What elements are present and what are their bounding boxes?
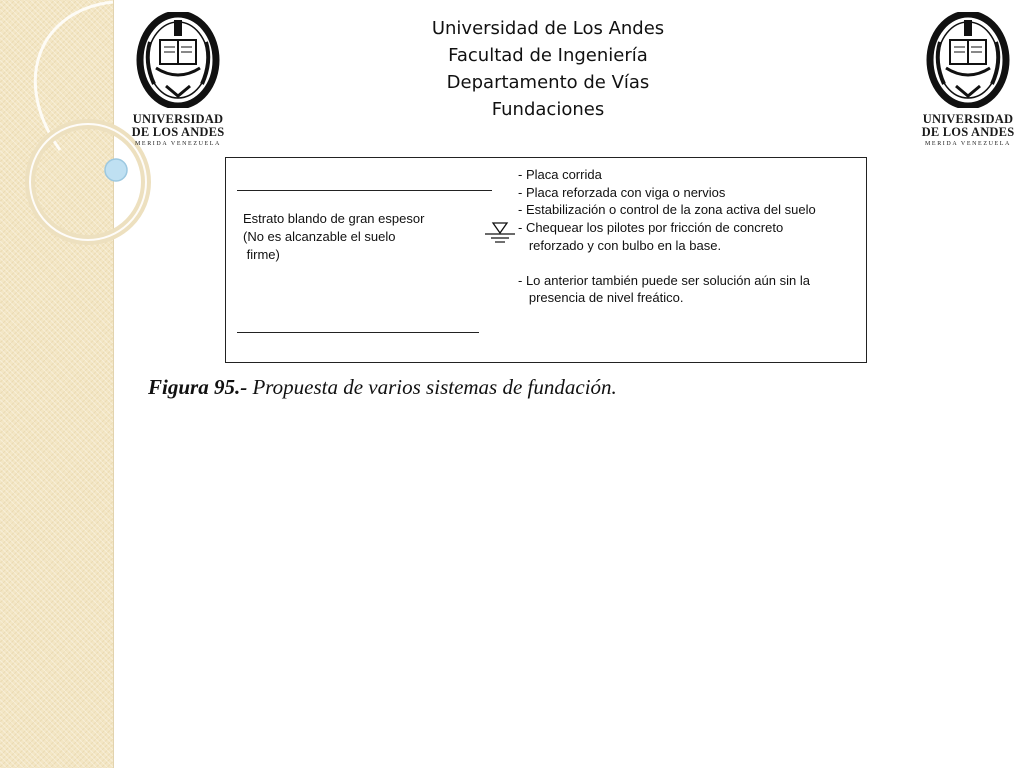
stratum-top-line bbox=[237, 190, 492, 191]
foundation-options bbox=[518, 166, 816, 307]
university-seal-icon bbox=[130, 12, 226, 108]
logo-name-line1: UNIVERSIDAD bbox=[922, 112, 1014, 126]
caption-text: Propuesta de varios sistemas de fundación. bbox=[247, 375, 617, 399]
logo-name-line2: DE LOS ANDES bbox=[131, 125, 225, 139]
logo-subtitle: MERIDA VENEZUELA bbox=[135, 141, 221, 147]
logo-name-line2: DE LOS ANDES bbox=[921, 125, 1015, 139]
decorative-blue-dot bbox=[105, 159, 127, 181]
figure-caption bbox=[148, 375, 617, 400]
university-logo-left bbox=[130, 12, 226, 147]
options-spacer bbox=[518, 255, 816, 272]
university-logo-right bbox=[920, 12, 1016, 147]
stratum-bottom-line bbox=[237, 332, 479, 333]
option-item: - Placa corrida bbox=[518, 167, 602, 182]
note-line: - Lo anterior también puede ser solución aún sin la bbox=[518, 272, 810, 288]
header-university: Universidad de Los Andes bbox=[431, 18, 665, 39]
decorative-ring-highlight bbox=[30, 124, 146, 240]
note-line: presencia de nivel freático. bbox=[518, 290, 684, 306]
logo-subtitle: MERIDA VENEZUELA bbox=[925, 141, 1011, 147]
option-item: - Chequear los pilotes por fricción de concreto bbox=[518, 220, 784, 236]
stratum-line: Estrato blando de gran espesor bbox=[243, 211, 425, 226]
water-table-symbol-icon bbox=[484, 221, 516, 247]
logo-name-line1: UNIVERSIDAD bbox=[132, 112, 224, 126]
header-course: Fundaciones bbox=[491, 99, 605, 120]
stratum-line: (No es alcanzable el suelo bbox=[243, 229, 396, 244]
caption-label: Figura 95.- bbox=[148, 375, 248, 399]
page-header bbox=[380, 15, 716, 123]
stratum-line: firme) bbox=[243, 247, 280, 262]
university-seal-icon bbox=[920, 12, 1016, 108]
figure-diagram bbox=[225, 157, 867, 363]
option-item: reforzado y con bulbo en la base. bbox=[518, 237, 722, 253]
option-item: - Estabilización o control de la zona activa del suelo bbox=[518, 202, 816, 218]
header-department: Departamento de Vías bbox=[446, 72, 650, 93]
option-item: - Placa reforzada con viga o nervios bbox=[518, 184, 726, 200]
stratum-description bbox=[243, 210, 424, 264]
header-faculty: Facultad de Ingeniería bbox=[448, 45, 648, 66]
